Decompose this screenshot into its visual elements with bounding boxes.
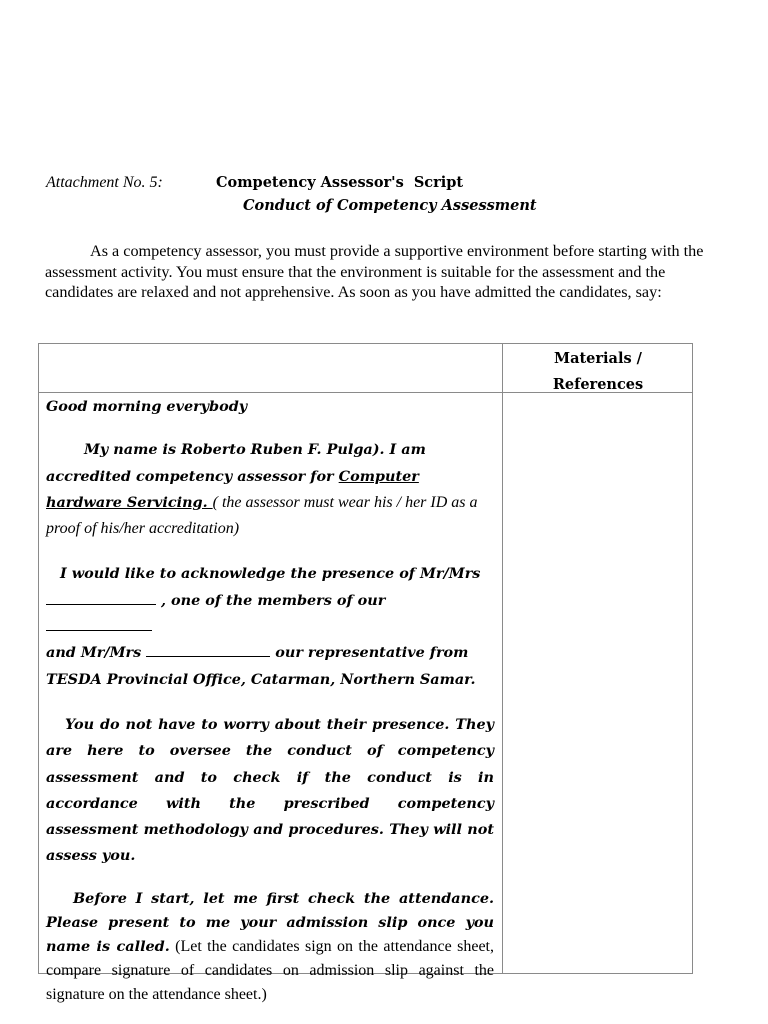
assessor-intro-text: My name is Roberto Ruben F. Pulga). I am accredited competency assessor for xyxy=(46,441,426,485)
script-table xyxy=(38,343,693,1003)
assessor-intro-paragraph xyxy=(46,437,494,542)
document-title: Competency Assessor's Script xyxy=(216,174,464,191)
acknowledge-text-1: I would like to acknowledge the presence of Mr/Mrs xyxy=(60,565,481,583)
spacer xyxy=(46,870,494,887)
materials-header-line2: References xyxy=(552,376,644,393)
spacer xyxy=(46,693,494,712)
acknowledge-paragraph xyxy=(46,561,494,692)
header-line xyxy=(46,174,746,194)
intro-paragraph: As a competency assessor, you must provide a supportive environment before starting with the assessment activity. You must ensure that the environment is suitable for the assessment and the candidates are relaxed and not apprehensive. As soon as you have admitted the candidates, say: xyxy=(45,242,704,302)
script-cell xyxy=(46,394,494,1007)
column-divider xyxy=(502,344,503,973)
document-subtitle: Conduct of Competency Assessment xyxy=(243,197,537,214)
name-blank-1 xyxy=(46,592,156,605)
spacer xyxy=(46,542,494,561)
acknowledge-text-4: our representative from TESDA Provincial Office, Catarman, Northern Samar. xyxy=(46,644,476,688)
organization-blank xyxy=(46,618,152,631)
id-note-text: ( the assessor must wear his / her ID as a proof of his/her accreditation) xyxy=(46,493,478,538)
spacer xyxy=(46,420,494,437)
acknowledge-text-2: , one of the members of our xyxy=(156,591,386,609)
attachment-label: Attachment No. 5: xyxy=(46,174,163,191)
name-blank-2 xyxy=(146,644,270,657)
worry-paragraph: You do not have to worry about their presence. They are here to oversee the conduct of competency assessment and to check if the conduct is in accordance with the prescribed competency assessment methodology and procedures. They will not assess you. xyxy=(46,715,494,865)
materials-references-header xyxy=(503,346,693,398)
attendance-note-text: (Let the candidates sign on the attendance sheet, compare signature of candidates on admission slip against the signature on the attendance sheet.) xyxy=(46,937,494,1003)
greeting-text: Good morning everybody xyxy=(46,398,248,415)
attendance-paragraph xyxy=(46,887,494,1007)
acknowledge-text-3: and Mr/Mrs xyxy=(46,644,147,662)
materials-header-line1: Materials / xyxy=(554,350,642,367)
qualification-text: Computer hardware Servicing. xyxy=(46,467,419,511)
attendance-text: Before I start, let me first check the attendance. Please present to me your admission slip once you name is called. xyxy=(46,889,494,955)
